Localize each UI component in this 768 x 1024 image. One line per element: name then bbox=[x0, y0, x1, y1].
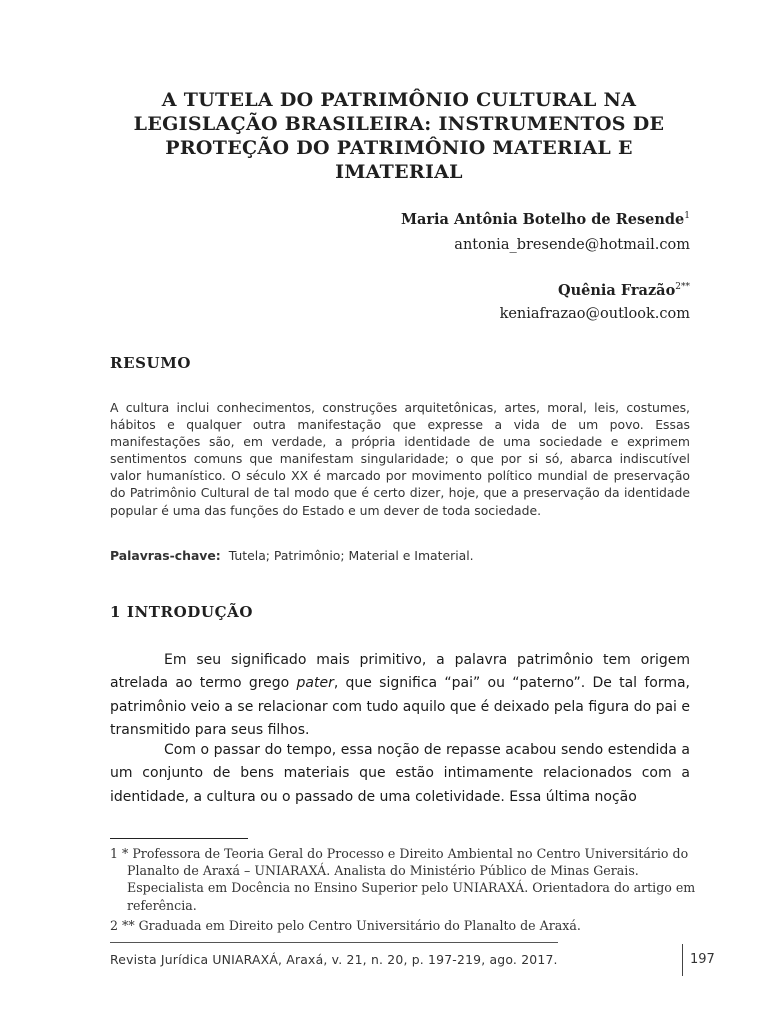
keywords-label: Palavras-chave: bbox=[110, 548, 221, 563]
article-title: A TUTELA DO PATRIMÔNIO CULTURAL NA LEGISLAÇÃO BRASILEIRA: INSTRUMENTOS DE PROTEÇÃO DO PATRIMÔNIO MATERIAL E IMATERIAL bbox=[133, 89, 665, 183]
abstract-text: A cultura inclui conhecimentos, construções arquitetônicas, artes, moral, leis, costumes, hábitos e qualquer outra manifestação que expresse a vida de um povo. Essas manifestações são, em verdade, a própria identidade de uma sociedade e exprimem sentimentos comuns que manifestam singularidade; o que por si só, abarca indiscutível valor humanístico. O século XX é marcado por movimento político mundial de preservação do Patrimônio Cultural de tal modo que é certo dizer, hoje, que a preservação da identidade popular é uma das funções do Estado e um dever de toda sociedade. bbox=[110, 400, 690, 518]
footnote-2-text: Graduada em Direito pelo Centro Universitário do Planalto de Araxá. bbox=[138, 918, 581, 933]
intro-p1-text-a: Em seu significado mais primitivo, a palavra patrimônio tem origem atrelada ao termo grego bbox=[110, 652, 690, 692]
intro-paragraph-1 bbox=[110, 649, 690, 742]
author-2-email[interactable]: keniafrazao@outlook.com bbox=[499, 306, 690, 322]
intro-p1-italic-term: pater bbox=[296, 675, 334, 692]
abstract-heading: RESUMO bbox=[110, 354, 192, 372]
footnote-2-mark: 2 ** bbox=[110, 918, 135, 933]
author-1-email[interactable]: antonia_bresende@hotmail.com bbox=[454, 237, 690, 253]
footnote-1 bbox=[110, 845, 711, 914]
intro-paragraph-2: Com o passar do tempo, essa noção de repasse acabou sendo estendida a um conjunto de bens materiais que estão intimamente relacionados com a identidade, a cultura ou o passado de uma coletividade. Essa última noção bbox=[110, 742, 690, 805]
footnote-2 bbox=[110, 917, 711, 934]
page-number: 197 bbox=[690, 952, 715, 967]
journal-citation: Revista Jurídica UNIARAXÁ, Araxá, v. 21, n. 20, p. 197-219, ago. 2017. bbox=[110, 952, 558, 967]
author-1-name: Maria Antônia Botelho de Resende bbox=[400, 211, 685, 228]
author-1-footnote-mark: 1 bbox=[684, 211, 690, 222]
footnote-1-text: Professora de Teoria Geral do Processo e Direito Ambiental no Centro Universitário do Planalto de Araxá – UNIARAXÁ. Analista do Ministério Público de Minas Gerais. Especialista em Docência no Ensino Superior pelo UNIARAXÁ. Orientadora do artigo em referência. bbox=[127, 846, 696, 913]
intro-p1-text-b: , que significa “pai” ou “paterno”. De tal forma, patrimônio veio a se relacionar com tudo aquilo que é deixado pela figura do pai e transmitido para seus filhos. bbox=[110, 675, 691, 738]
author-2 bbox=[558, 282, 690, 299]
keywords bbox=[110, 548, 690, 563]
footnote-1-mark: 1 * bbox=[110, 846, 129, 861]
author-1 bbox=[401, 211, 690, 228]
keywords-list: Tutela; Patrimônio; Material e Imaterial. bbox=[228, 548, 474, 563]
introduction-heading: 1 INTRODUÇÃO bbox=[110, 603, 254, 621]
footnote-separator bbox=[110, 838, 248, 839]
page-number-divider bbox=[682, 944, 683, 976]
author-2-footnote-mark: 2** bbox=[675, 282, 690, 293]
author-2-name: Quênia Frazão bbox=[557, 282, 676, 299]
footer-rule bbox=[110, 942, 558, 943]
